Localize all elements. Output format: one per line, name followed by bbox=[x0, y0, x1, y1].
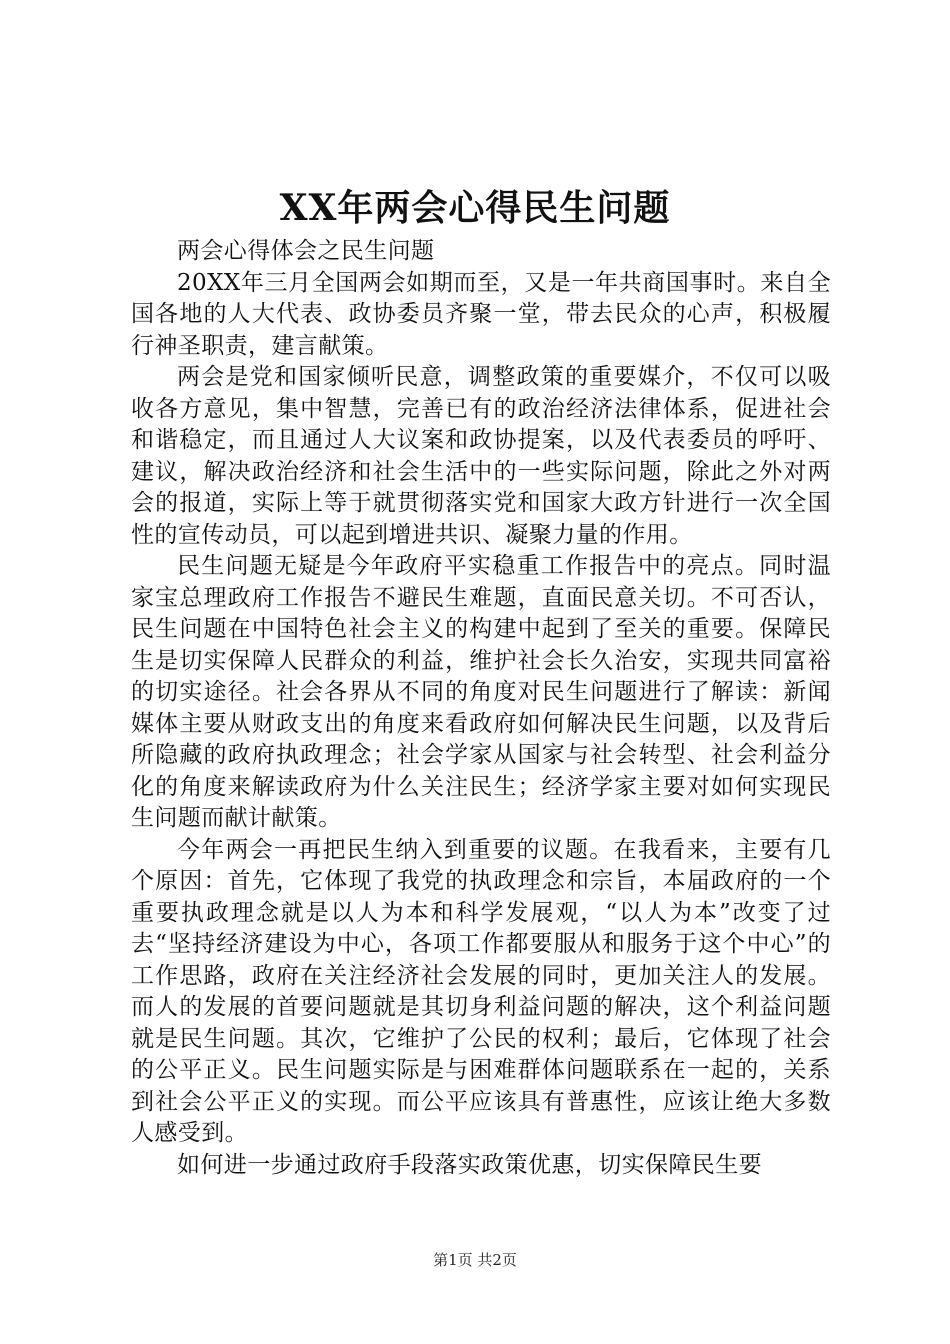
paragraph-subtitle: 两会心得体会之民生问题 bbox=[177, 238, 435, 264]
page-number-footer: 第1页 共2页 bbox=[433, 1251, 517, 1269]
document-body bbox=[131, 236, 831, 1181]
paragraph: 两会是党和国家倾听民意，调整政策的重要媒介，不仅可以吸收各方意见，集中智慧，完善已有的政治经济法律体系，促进社会和谐稳定，而且通过人大议案和政协提案，以及代表委员的呼吁、建议，解决政治经济和社会生活中的一些实际问题，除此之外对两会的报道，实际上等于就贯彻落实党和国家大政方针进行一次全国性的宣传动员，可以起到增进共识、凝聚力量的作用。 bbox=[131, 364, 831, 548]
paragraph: 今年两会一再把民生纳入到重要的议题。在我看来，主要有几个原因：首先，它体现了我党的执政理念和宗旨，本届政府的一个重要执政理念就是以人为本和科学发展观，“以人为本”改变了过去“坚持经济建设为中心，各项工作都要服从和服务于这个中心”的工作思路，政府在关注经济社会发展的同时，更加关注人的发展。而人的发展的首要问题就是其切身利益问题的解决，这个利益问题就是民生问题。其次，它维护了公民的权利；最后，它体现了社会的公平正义。民生问题实际是与困难群体问题联系在一起的，关系到社会公平正义的实现。而公平应该具有普惠性，应该让绝大多数人感受到。 bbox=[131, 836, 831, 1146]
paragraph: 民生问题无疑是今年政府平实稳重工作报告中的亮点。同时温家宝总理政府工作报告不避民生难题，直面民意关切。不可否认，民生问题在中国特色社会主义的构建中起到了至关的重要。保障民生是切实保障人民群众的利益，维护社会长久治安，实现共同富裕的切实途径。社会各界从不同的角度对民生问题进行了解读：新闻媒体主要从财政支出的角度来看政府如何解决民生问题，以及背后所隐藏的政府执政理念；社会学家从国家与社会转型、社会利益分化的角度来解读政府为什么关注民生；经济学家主要对如何实现民生问题而献计献策。 bbox=[131, 553, 831, 831]
paragraph: 20XX年三月全国两会如期而至，又是一年共商国事时。来自全国各地的人大代表、政协委员齐聚一堂，带去民众的心声，积极履行神圣职责，建言献策。 bbox=[131, 269, 831, 359]
paragraph: 如何进一步通过政府手段落实政策优惠，切实保障民生要 bbox=[177, 1151, 762, 1178]
document-title: XX年两会心得民生问题 bbox=[279, 187, 671, 229]
